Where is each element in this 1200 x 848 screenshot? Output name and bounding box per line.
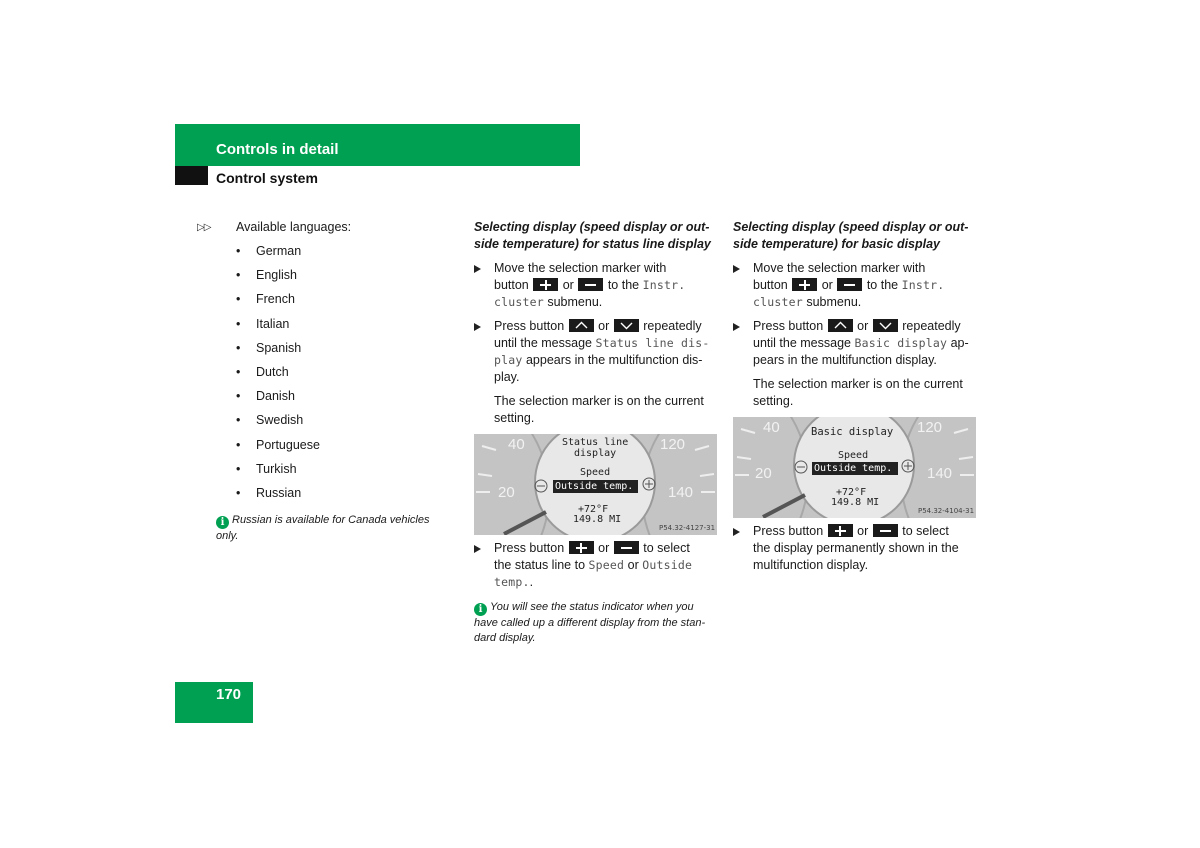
step-arrow-icon [733,265,740,273]
minus-button-icon [873,524,898,537]
list-item: • Danish [236,389,295,404]
speed-label-40: 40 [508,436,525,453]
continuation-marker: ▷▷ [197,222,211,233]
plus-button-icon [792,278,817,291]
step-arrow-icon [474,265,481,273]
speed-label-140: 140 [668,484,694,501]
info-icon: i [216,516,229,529]
step-arrow-icon [733,323,740,331]
figure-reference: P54.32-4127-31 [659,524,716,532]
speed-label-120: 120 [917,419,943,436]
step-arrow-icon [474,545,481,553]
list-item: • Swedish [236,413,304,428]
info-icon: i [474,603,487,616]
column-status-line [474,219,724,427]
languages-intro: Available languages: [236,220,352,234]
list-item: • Turkish [236,461,297,476]
subsection-title: Control system [216,170,318,186]
minus-button-icon [837,278,862,291]
display-option-outside-temp: Outside temp. [555,481,634,492]
speed-label-120: 120 [660,436,686,453]
display-odometer: 149.8 MI [831,497,880,508]
section-heading: Selecting display (speed display or out- side temperature) for status line display [474,220,711,251]
subsection-marker [175,166,208,185]
list-item: • German [236,244,302,258]
instrument-cluster-status-line-image [474,434,717,535]
list-item: • Dutch [236,364,289,379]
scroll-up-button-icon [569,319,594,332]
page-number: 170 [216,686,242,703]
speed-label-140: 140 [927,465,953,482]
scroll-up-button-icon [828,319,853,332]
step-arrow-icon [474,323,481,331]
step-1: Move the selection marker with button or to the Instr. cluster submenu. [474,260,724,311]
step-3: Press button or to select the display permanently shown in the multifunction display. [733,523,983,574]
plus-button-icon [533,278,558,291]
minus-button-icon [578,278,603,291]
section-heading: Selecting display (speed display or out- side temperature) for basic display [733,220,969,251]
info-note: i Russian is available for Canada vehicles only. [216,514,430,542]
selection-note: The selection marker is on the current setting. [494,394,704,425]
list-item: • Italian [236,316,290,331]
list-item: • English [236,268,297,283]
display-option-speed: Speed [580,467,611,478]
column-basic-display [733,219,983,410]
column-basic-display-lower [733,523,983,574]
step-3: Press button or to select the status line to Speed or Outside temp.. [474,540,724,591]
step-2: Press button or repeatedly until the message Status line dis- play appears in the multifunction dis- play. [474,318,724,386]
list-item: • French [236,292,295,307]
page-number-box [175,682,253,723]
plus-button-icon [828,524,853,537]
list-item: • Portuguese [236,437,320,452]
figure-reference: P54.32-4104-31 [918,507,975,515]
instrument-cluster-basic-display-image [733,417,976,518]
scroll-down-button-icon [873,319,898,332]
step-1: Move the selection marker with button or to the Instr. cluster submenu. [733,260,983,311]
column-status-line-lower [474,540,724,646]
display-line-2: display [574,448,617,459]
step-2: Press button or repeatedly until the message Basic display ap- pears in the multifunction display. [733,318,983,369]
list-item: • Russian [236,485,302,500]
selection-note: The selection marker is on the current setting. [753,377,963,408]
scroll-down-button-icon [614,319,639,332]
display-option-outside-temp: Outside temp. [814,463,893,474]
plus-button-icon [569,541,594,554]
list-item: • Spanish [236,340,302,355]
speed-label-20: 20 [498,484,515,501]
section-title: Controls in detail [216,141,339,158]
minus-button-icon [614,541,639,554]
display-temperature: +72°F [578,504,609,515]
speed-label-40: 40 [763,419,780,436]
display-option-speed: Speed [838,450,869,461]
info-note: i You will see the status indicator when you have called up a different display from the stan- dard display. [474,601,706,644]
language-list [236,243,320,509]
display-line-1: Basic display [811,426,894,438]
speed-label-20: 20 [755,465,772,482]
display-line-1: Status line [562,437,629,448]
display-odometer: 149.8 MI [573,514,622,525]
step-arrow-icon [733,528,740,536]
display-temperature: +72°F [836,487,867,498]
